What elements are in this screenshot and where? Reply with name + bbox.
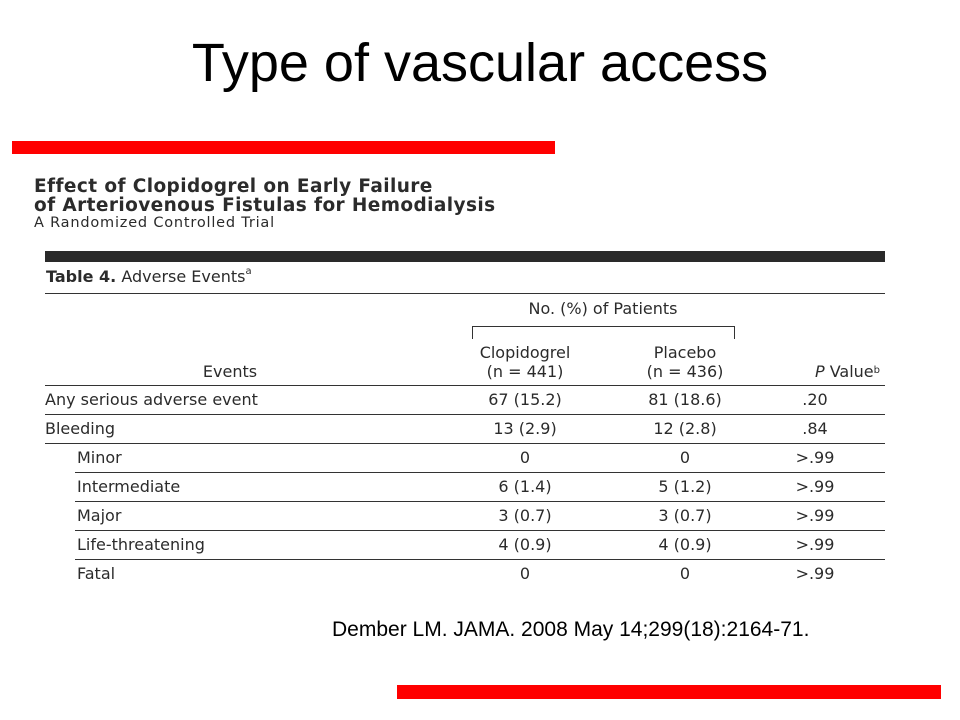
table-caption-text: Adverse Events: [121, 267, 246, 286]
cell-p-value: >.99: [795, 535, 835, 554]
cell-p-value: >.99: [795, 448, 835, 467]
col-header-clopidogrel-name: Clopidogrel: [479, 343, 571, 362]
col-header-p-rest: Value: [829, 362, 874, 381]
red-accent-bar-bottom: [397, 685, 941, 699]
table-row: [45, 502, 885, 531]
cell-event: Fatal: [77, 564, 116, 583]
paper-subtitle: A Randomized Controlled Trial: [34, 215, 275, 231]
cell-clopidogrel: 13 (2.9): [493, 419, 557, 438]
red-accent-bar-top: [12, 141, 555, 154]
citation: Dember LM. JAMA. 2008 May 14;299(18):2164-71.: [332, 618, 810, 641]
cell-event: Bleeding: [45, 419, 116, 438]
col-header-placebo-n: (n = 436): [646, 362, 724, 381]
col-header-p-footnote-mark: b: [873, 365, 880, 376]
table-row: [45, 560, 885, 589]
col-header-placebo: [615, 343, 755, 381]
table-caption-label: Table 4.: [46, 267, 117, 286]
cell-event: Life-threatening: [77, 535, 205, 554]
paper-title: [34, 177, 654, 215]
col-header-p-value: [780, 362, 880, 381]
paper-title-line-1: Effect of Clopidogrel on Early Failure: [34, 176, 433, 197]
cell-clopidogrel: 3 (0.7): [498, 506, 552, 525]
table-caption-footnote-mark: a: [245, 266, 252, 277]
table-row: [45, 386, 885, 415]
col-header-p-italic: P: [814, 362, 825, 381]
paper-title-line-2: of Arteriovenous Fistulas for Hemodialysis: [34, 195, 496, 216]
cell-p-value: .84: [802, 419, 828, 438]
cell-placebo: 0: [679, 564, 691, 583]
cell-clopidogrel: 4 (0.9): [498, 535, 552, 554]
cell-clopidogrel: 6 (1.4): [498, 477, 552, 496]
col-header-clopidogrel: [455, 343, 595, 381]
caption-rule: [45, 293, 885, 294]
table-row: [45, 444, 885, 473]
cell-event: Major: [77, 506, 122, 525]
cell-placebo: 4 (0.9): [658, 535, 712, 554]
table-row: [45, 531, 885, 560]
group-header: No. (%) of Patients: [528, 299, 678, 318]
cell-placebo: 81 (18.6): [648, 390, 722, 409]
cell-clopidogrel: 0: [519, 564, 531, 583]
table-row: [45, 415, 885, 444]
cell-p-value: .20: [802, 390, 828, 409]
cell-event: Minor: [77, 448, 122, 467]
cell-p-value: >.99: [795, 506, 835, 525]
group-bracket: [472, 326, 735, 339]
cell-placebo: 12 (2.8): [653, 419, 717, 438]
col-header-clopidogrel-n: (n = 441): [486, 362, 564, 381]
table-top-rule: [45, 251, 885, 262]
slide-title: Type of vascular access: [191, 33, 769, 93]
cell-placebo: 5 (1.2): [658, 477, 712, 496]
table-row: [45, 473, 885, 502]
col-header-events: Events: [202, 362, 258, 381]
cell-placebo: 0: [679, 448, 691, 467]
cell-placebo: 3 (0.7): [658, 506, 712, 525]
col-header-placebo-name: Placebo: [653, 343, 717, 362]
table-caption: [46, 267, 252, 286]
cell-p-value: >.99: [795, 564, 835, 583]
cell-clopidogrel: 0: [519, 448, 531, 467]
cell-event: Intermediate: [77, 477, 181, 496]
cell-event: Any serious adverse event: [45, 390, 258, 409]
cell-p-value: >.99: [795, 477, 835, 496]
cell-clopidogrel: 67 (15.2): [488, 390, 562, 409]
